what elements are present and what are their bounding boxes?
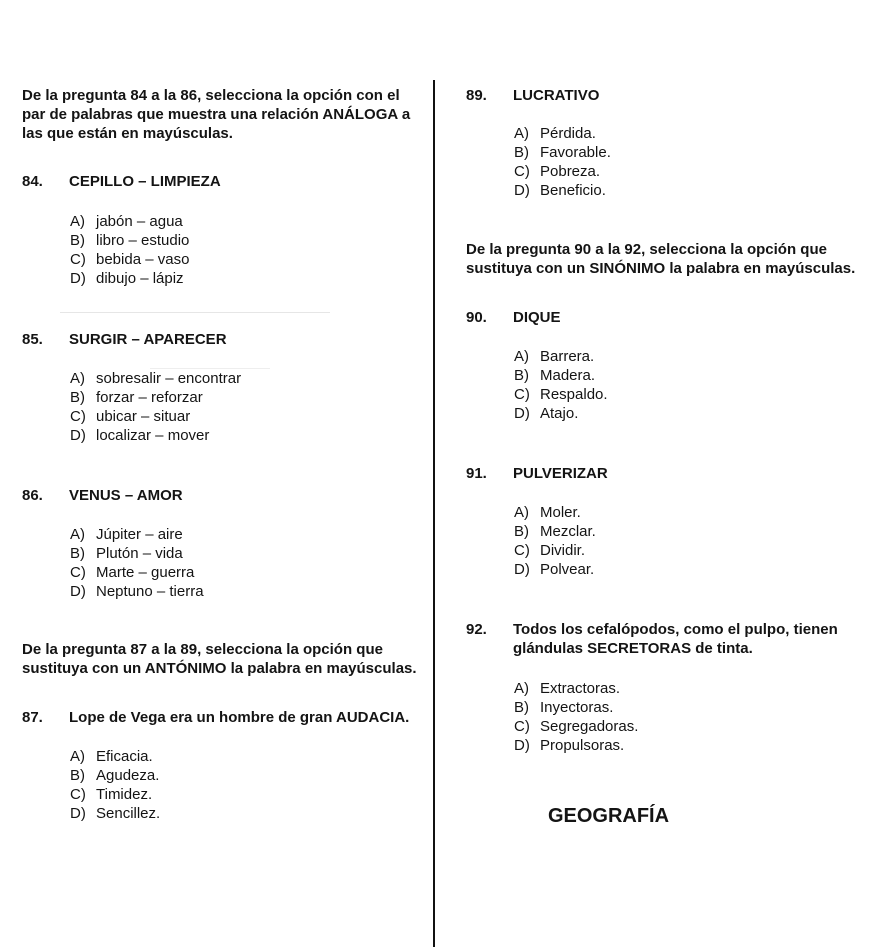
option-a[interactable]: A) Eficacia. [70, 748, 153, 765]
question-number: 86. [22, 487, 43, 504]
option-d[interactable]: D) localizar – mover [70, 427, 210, 444]
question-number: 85. [22, 331, 43, 348]
question-91 [466, 464, 861, 579]
question-text: VENUS – AMOR [69, 487, 183, 504]
option-d[interactable]: D) Propulsoras. [514, 737, 625, 754]
option-d[interactable]: D) Atajo. [514, 405, 579, 422]
option-c[interactable]: C) Dividir. [514, 542, 586, 559]
option-a[interactable]: A) Júpiter – aire [70, 526, 183, 543]
question-text: Lope de Vega era un hombre de gran AUDACIA. [69, 709, 410, 726]
options-84 [70, 212, 422, 288]
options-85 [70, 369, 422, 445]
option-d[interactable]: D) Sencillez. [70, 805, 161, 822]
option-b[interactable]: B) libro – estudio [70, 232, 190, 249]
option-a[interactable]: A) Moler. [514, 504, 581, 521]
option-b[interactable]: B) Mezclar. [514, 523, 596, 540]
question-85 [22, 330, 422, 445]
question-text: SURGIR – APARECER [69, 331, 227, 348]
option-c[interactable]: C) Pobreza. [514, 163, 601, 180]
column-divider [433, 80, 435, 947]
question-text: DIQUE [513, 309, 561, 326]
question-87 [22, 708, 422, 823]
question-number: 84. [22, 173, 43, 190]
option-d[interactable]: D) dibujo – lápiz [70, 270, 184, 287]
option-c[interactable]: C) Respaldo. [514, 386, 608, 403]
instructions-84-86: De la pregunta 84 a la 86, selecciona la opción con el par de palabras que muestra una relación ANÁLOGA a las que están en mayúsculas. [22, 87, 411, 142]
options-91 [514, 503, 861, 579]
options-86 [70, 525, 422, 601]
option-b[interactable]: B) Favorable. [514, 144, 611, 161]
option-d[interactable]: D) Neptuno – tierra [70, 583, 204, 600]
option-c[interactable]: C) bebida – vaso [70, 251, 190, 268]
instructions-87-89: De la pregunta 87 a la 89, selecciona la opción que sustituya con un ANTÓNIMO la palabra en mayúsculas. [22, 641, 417, 677]
question-84 [22, 172, 422, 288]
option-a[interactable]: A) jabón – agua [70, 213, 183, 230]
section-title: GEOGRAFÍA [547, 805, 670, 827]
left-column [22, 82, 422, 823]
option-a[interactable]: A) Extractoras. [514, 680, 621, 697]
question-number: 91. [466, 465, 487, 482]
question-text: PULVERIZAR [513, 465, 608, 482]
question-92 [466, 620, 861, 755]
question-number: 92. [466, 621, 487, 638]
instructions-90-92: De la pregunta 90 a la 92, selecciona la opción que sustituya con un SINÓNIMO la palabra en mayúsculas. [466, 241, 856, 277]
options-90 [514, 347, 861, 423]
question-number: 90. [466, 309, 487, 326]
question-text: Todos los cefalópodos, como el pulpo, tienen glándulas SECRETORAS de tinta. [513, 621, 838, 657]
option-b[interactable]: B) forzar – reforzar [70, 389, 203, 406]
option-d[interactable]: D) Beneficio. [514, 182, 606, 199]
option-c[interactable]: C) Marte – guerra [70, 564, 195, 581]
option-a[interactable]: A) Barrera. [514, 348, 595, 365]
question-number: 89. [466, 87, 487, 104]
options-87 [70, 747, 422, 823]
question-90 [466, 308, 861, 423]
options-89 [514, 124, 861, 200]
option-a[interactable]: A) Pérdida. [514, 125, 596, 142]
option-b[interactable]: B) Agudeza. [70, 767, 160, 784]
option-d[interactable]: D) Polvear. [514, 561, 595, 578]
option-c[interactable]: C) ubicar – situar [70, 408, 191, 425]
option-b[interactable]: B) Madera. [514, 367, 596, 384]
question-86 [22, 486, 422, 601]
question-number: 87. [22, 709, 43, 726]
question-89 [466, 86, 861, 200]
right-column [466, 82, 861, 826]
option-c[interactable]: C) Segregadoras. [514, 718, 639, 735]
question-text: LUCRATIVO [513, 87, 600, 104]
options-92 [514, 679, 861, 755]
option-c[interactable]: C) Timidez. [70, 786, 153, 803]
option-b[interactable]: B) Plutón – vida [70, 545, 183, 562]
question-text: CEPILLO – LIMPIEZA [69, 173, 221, 190]
option-a[interactable]: A) sobresalir – encontrar [70, 370, 242, 387]
option-b[interactable]: B) Inyectoras. [514, 699, 614, 716]
